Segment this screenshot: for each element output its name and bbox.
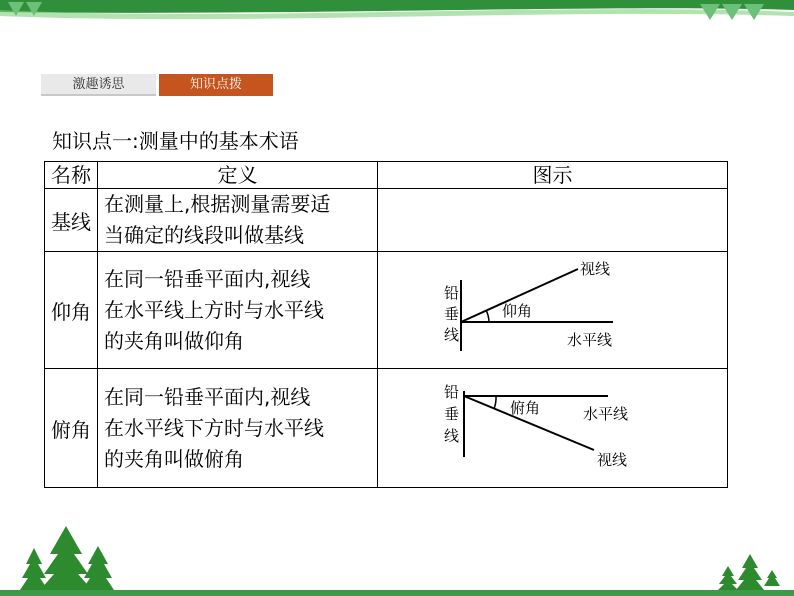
vertical-label: 铅 bbox=[444, 383, 460, 401]
angle-arc bbox=[494, 396, 496, 409]
table-row bbox=[45, 252, 728, 369]
definition-line: 在同一铅垂平面内,视线 bbox=[104, 384, 311, 409]
section-heading: 知识点一:测量中的基本术语 bbox=[52, 129, 299, 153]
angle-arc bbox=[486, 310, 489, 322]
elevation-angle-diagram bbox=[378, 252, 727, 368]
vertical-label: 垂 bbox=[444, 405, 460, 423]
sight-label: 视线 bbox=[580, 260, 611, 278]
term-definition bbox=[98, 252, 378, 369]
term-figure bbox=[378, 189, 728, 252]
sight-label: 视线 bbox=[597, 451, 628, 469]
horizontal-label: 水平线 bbox=[567, 331, 613, 349]
tab-bar bbox=[41, 74, 273, 96]
definition-line: 的夹角叫做俯角 bbox=[104, 446, 244, 471]
term-name: 基线 bbox=[45, 189, 98, 252]
term-name: 仰角 bbox=[45, 252, 98, 369]
vertical-label: 线 bbox=[444, 326, 460, 344]
depression-angle-diagram bbox=[378, 369, 727, 487]
definition-line: 在水平线下方时与水平线 bbox=[104, 415, 324, 440]
bottom-trees-decoration bbox=[0, 526, 794, 596]
angle-label: 俯角 bbox=[510, 399, 541, 417]
definition-line: 在水平线上方时与水平线 bbox=[104, 297, 324, 322]
top-banner bbox=[0, 0, 794, 28]
terms-table bbox=[44, 161, 728, 488]
header-figure: 图示 bbox=[378, 162, 728, 189]
vertical-label: 垂 bbox=[444, 305, 460, 323]
term-definition bbox=[98, 189, 378, 252]
term-definition bbox=[98, 369, 378, 488]
definition-line: 当确定的线段叫做基线 bbox=[104, 223, 304, 247]
angle-label: 仰角 bbox=[502, 302, 533, 320]
table-row bbox=[45, 369, 728, 488]
tab-interest[interactable]: 激趣诱思 bbox=[41, 74, 156, 96]
term-name: 俯角 bbox=[45, 369, 98, 488]
vertical-label: 铅 bbox=[444, 284, 460, 302]
header-definition: 定义 bbox=[98, 162, 378, 189]
table-header-row bbox=[45, 162, 728, 189]
term-figure bbox=[378, 369, 728, 488]
vertical-label: 线 bbox=[444, 427, 460, 445]
definition-line: 的夹角叫做仰角 bbox=[104, 328, 244, 353]
definition-line: 在同一铅垂平面内,视线 bbox=[104, 266, 311, 291]
table-row bbox=[45, 189, 728, 252]
tab-knowledge[interactable]: 知识点拨 bbox=[159, 74, 273, 96]
header-name: 名称 bbox=[45, 162, 98, 189]
term-figure bbox=[378, 252, 728, 369]
definition-line: 在测量上,根据测量需要适 bbox=[104, 192, 331, 216]
horizontal-label: 水平线 bbox=[583, 405, 629, 423]
